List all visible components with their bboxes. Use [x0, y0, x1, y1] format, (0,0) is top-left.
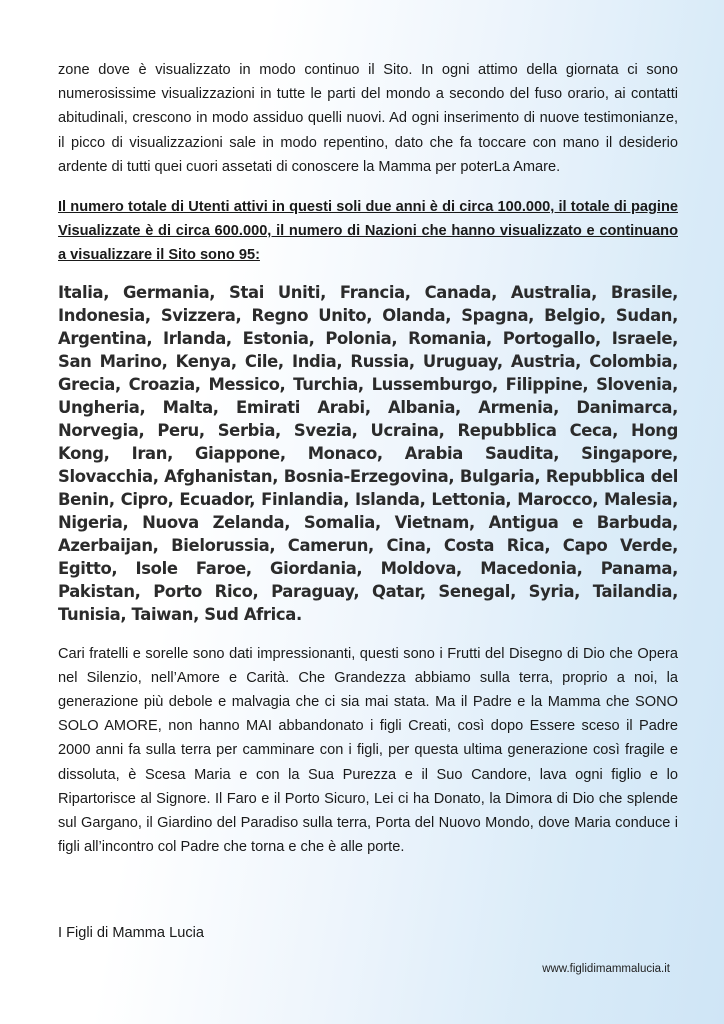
stats-paragraph: Il numero totale di Utenti attivi in questi soli due anni è di circa 100.000, il totale di pagine Visualizzate è di circa 600.000, il numero di Nazioni che hanno visualizzato e continuano a visualizzare il Sito sono 95: [58, 199, 678, 264]
footer-website-url: www.figlidimammalucia.it [542, 963, 670, 975]
intro-paragraph: zone dove è visualizzato in modo continuo il Sito. In ogni attimo della giornata ci sono numerosissime visualizzazioni in tutte le parti del mondo a secondo del fuso orario, ai contatti abitudinali, crescono in modo assiduo quelli nuovi. Ad ogni inserimento di nuove testimonianze, il picco di visualizzazioni sale in modo repentino, dato che fa toccare con mano il desiderio ardente di tutti quei cuori assetati di conoscere la Mamma per poterLa Amare. [58, 62, 678, 175]
signature: I Figli di Mamma Lucia [58, 925, 204, 942]
countries-list: Italia, Germania, Stai Uniti, Francia, Canada, Australia, Brasile, Indonesia, Svizzera, Regno Unito, Olanda, Spagna, Belgio, Sudan, Argentina, Irlanda, Estonia, Polonia, Romania, Portogallo, Israele, San Marino, Kenya, Cile, India, Russia, Uruguay, Austria, Colombia, Grecia, Croazia, Messico, Turchia, Lussemburgo, Filippine, Slovenia, Ungheria, Malta, Emirati Arabi, Albania, Armenia, Danimarca, Norvegia, Peru, Serbia, Svezia, Ucraina, Repubblica Ceca, Hong Kong, Iran, Giappone, Monaco, Arabia Saudita, Singapore, Slovacchia, Afghanistan, Bosnia-Erzegovina, Bulgaria, Repubblica del Benin, Cipro, Ecuador, Finlandia, Islanda, Lettonia, Marocco, Malesia, Nigeria, Nuova Zelanda, Somalia, Vietnam, Antigua e Barbuda, Azerbaijan, Bielorussia, Camerun, Cina, Costa Rica, Capo Verde, Egitto, Isole Faroe, Giordania, Moldova, Macedonia, Panama, Pakistan, Porto Rico, Paraguay, Qatar, Senegal, Syria, Tailandia, Tunisia, Taiwan, Sud Africa. [58, 282, 678, 624]
body-paragraph: Cari fratelli e sorelle sono dati impressionanti, questi sono i Frutti del Disegno di Dio che Opera nel Silenzio, nell’Amore e Carità. Che Grandezza abbiamo sulla terra, proprio a noi, la generazione più debole e malvagia che ci sia mai stata. Ma il Padre e la Mamma che SONO SOLO AMORE, non hanno MAI abbandonato i figli Creati, così dopo Essere sceso il Padre 2000 anni fa sulla terra per camminare con i figli, per questa ultima generazione così fragile e dissoluta, è Scesa Maria e con la Sua Purezza e il Suo Candore, lava ogni figlio e lo Ripartorisce al Signore. Il Faro e il Porto Sicuro, Lei ci ha Donato, la Dimora di Dio che splende sul Gargano, il Giardino del Paradiso sulla terra, Porta del Nuovo Mondo, dove Maria conduce i figli all’incontro col Padre che torna e che è alle porte. [58, 645, 678, 856]
document-page [58, 58, 678, 945]
